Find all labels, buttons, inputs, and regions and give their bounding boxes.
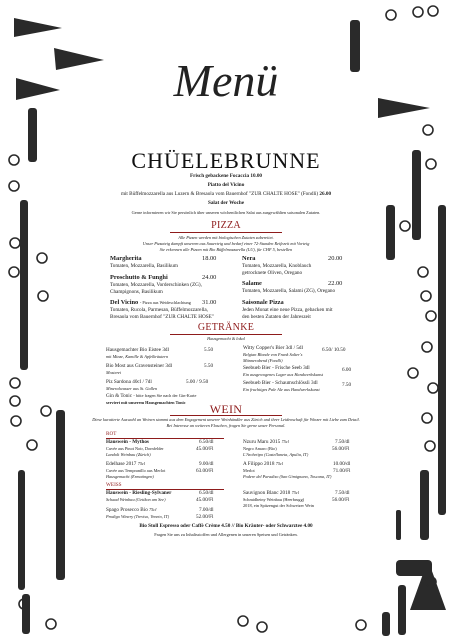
pizza-item-price: 24.00 <box>202 274 217 281</box>
pizza-item-desc: den besten Zutaten der Jahreszeit <box>242 314 311 320</box>
wine-item-desc: Prodigo Winery (Treviso, Veneto, IT) <box>106 514 170 519</box>
ink-circle-decoration <box>27 440 37 450</box>
pizza-item-desc: Tomaten, Mozzarella, Basilikum <box>110 263 178 269</box>
drink-item-name: Seebueb Bier - Frische Seeb 3dl <box>243 365 310 371</box>
starter-piatto: Piatto del Vicino <box>207 182 245 188</box>
wine-item-name: Hauswein - Riesling-Sylvaner <box>106 490 172 496</box>
pizza-item-name: Del Vicino - Pizza aus Weideschlachtung <box>110 299 191 306</box>
ink-stroke-decoration <box>18 470 25 590</box>
wine-item-price: 7.50/dl <box>335 439 350 445</box>
drinks-heading: GETRÄNKE <box>197 322 255 333</box>
coffee-tea-line: Bio Stoll Espresso oder Caffè Crème 4.50 // Bio Kräuter- oder Schwarztee 4.00 <box>139 523 313 529</box>
wine-section-weiss: WEISS <box>106 482 122 488</box>
ink-stroke-decoration <box>420 470 429 540</box>
pizza-item-name: Proschutto & Funghi <box>110 274 168 281</box>
wine-heading: WEIN <box>209 402 243 416</box>
wine-section-rot: ROT <box>106 431 117 437</box>
wine-item-price-bottle: 45.00/Fl <box>196 497 214 503</box>
ink-circle-decoration <box>238 616 248 626</box>
ink-circle-decoration <box>426 311 436 321</box>
ink-circle-decoration <box>356 620 366 630</box>
ink-circle-decoration <box>37 253 47 263</box>
wine-item-desc: Negro Amaro (Bio) <box>243 446 277 451</box>
ink-circle-decoration <box>257 622 267 632</box>
drink-item-desc: Männerabend (Fondli) <box>243 358 283 363</box>
wine-item-name: Spago Prosecco Bio 75cl <box>106 507 157 513</box>
drinks-subtitle: Hausgemacht & lokal <box>207 336 245 341</box>
pizza-item-name: Salame <box>242 280 262 287</box>
drink-item-name: Hausgemachter Bio Eistee 3dl <box>106 347 169 353</box>
ink-circle-decoration <box>413 7 423 17</box>
ink-stroke-decoration <box>56 410 65 580</box>
ink-circle-decoration <box>421 291 431 301</box>
ink-circle-decoration <box>425 441 435 451</box>
wine-item-desc: Podere del Paradiso (San Gimignano, Toscana, IT) <box>243 474 332 479</box>
ink-circle-decoration <box>422 342 432 352</box>
pizza-intro: Sie erkennen alle Pizzen mit Bio Büffelmozzarella (LU), für CHF 5, bestellen <box>159 247 293 252</box>
drink-item-desc: Mineralwasser aus St. Gallen <box>106 386 158 391</box>
wine-item-price-bottle: 71.00/Fl <box>333 468 351 474</box>
pizza-divider <box>170 232 282 233</box>
pizza-item-price: 20.00 <box>328 255 343 262</box>
drink-item-price: 6.00 <box>342 367 352 373</box>
wine-item-name: Sauvignon Blanc 2018 75cl <box>243 490 299 496</box>
ink-circle-decoration <box>408 368 418 378</box>
drink-item-name: Witty Copper's Bier 3dl / 5dl <box>243 345 303 351</box>
wine-item-desc: Landolt Weinbau (Zürich) <box>106 452 151 457</box>
ink-circle-decoration <box>38 291 48 301</box>
pizza-item-desc: Tomaten, Rucola, Parmesan, Büffelmozzarella, <box>110 307 208 313</box>
pizza-item-desc: Bresaola vom Bauernhof "ZUR CHALTE HOSE" <box>110 314 214 320</box>
drink-item-desc: mit Minze, Kamille & Apfelkräutern <box>106 354 169 359</box>
pizza-item-desc: Tomaten, Mozzarella, Knoblauch <box>242 263 312 269</box>
pizza-item-desc: Champignons, Basilikum <box>110 289 163 295</box>
pizza-item-price: 31.00 <box>202 299 217 306</box>
wine-item-name: Hauswein - Mythos <box>106 439 149 445</box>
restaurant-name: CHÜELEBRUNNE <box>131 148 321 173</box>
pizza-item-desc: getrocknete Oliven, Oregano <box>242 270 303 276</box>
wine-item-price: 6.50/dl <box>199 439 214 445</box>
drinks-divider <box>170 334 282 335</box>
drink-item-name: Bio Most aus Gravensteiner 3dl <box>106 363 172 369</box>
ink-circle-decoration <box>386 10 396 20</box>
wine-item-desc: L'Archetipo (Castellaneta, Apulia, IT) <box>243 452 309 457</box>
pizza-intro: Alle Pizzen werden mit biologischen Zutaten zubereitet. <box>178 235 274 240</box>
ink-triangle-decoration <box>14 18 62 37</box>
ink-circle-decoration <box>46 619 56 629</box>
ink-circle-decoration <box>9 267 19 277</box>
wine-intro: Diese kuratierte Auswahl an Weinen stammt aus dem Engagement unserer Weinhändler aus Zürich und ihrer Leidenschaft für Winzer mit Liebe zum Detail. <box>92 417 360 422</box>
wine-divider <box>170 415 282 416</box>
pizza-item-name: Margherita <box>110 255 142 262</box>
wine-item-price: 6.50/dl <box>199 490 214 496</box>
pizza-intro: Unser Pizzateig dampft unserem aus Sauerteig und bedarf einer 72-Stunden Reifezeit mit Vorteig <box>142 241 310 246</box>
salad-note: Gerne informieren wir Sie persönlich über unseren wöchentlichen Salat aus ausgewählten saisonalen Zutaten. <box>131 210 321 215</box>
drink-item-desc: Belgian Blonde von Frank Salter's <box>243 352 303 357</box>
ink-circle-decoration <box>423 125 433 135</box>
wine-intro: Bei Interesse an weiteren Flaschen, fragen Sie gerne unser Personal. <box>166 423 286 428</box>
wine-item-price-bottle: 52.00/Fl <box>196 514 214 520</box>
wine-item-name: Nzuru Maru 2015 75cl <box>243 439 289 445</box>
starter-piatto-desc: mit Büffelmozzarella aus Luzern & Bresaola vom Bauernhof "ZUR CHALTE HOSE" (Fondli) 26.00 <box>120 191 332 197</box>
pizza-item-desc: Jeden Monat eine neue Pizza, gebacken mit <box>242 307 333 313</box>
menu-title: Menü <box>173 55 279 106</box>
drink-item-price: 7.50 <box>342 382 352 388</box>
drink-item-name: Seebueb Bier - Schaumschlössli 3dl <box>243 380 318 386</box>
ink-circle-decoration <box>418 267 428 277</box>
wine-item-price-bottle: 45.00/Fl <box>196 446 214 452</box>
drink-item-name: Gin & Tonic - bitte fragen Sie nach der Gin-Karte <box>106 393 197 399</box>
pizza-item-name: Saisonale Pizza <box>242 299 284 306</box>
pizza-item-price: 18.00 <box>202 255 217 262</box>
drink-item-price: 5.00 / 9.50 <box>186 379 209 385</box>
wine-item-price: 7.50/dl <box>335 490 350 496</box>
pizza-item-price: 22.00 <box>328 280 343 287</box>
ink-circle-decoration <box>428 383 438 393</box>
allergen-note: Fragen Sie uns zu Inhaltsstoffen und Allergenen in unseren Speisen und Getränken. <box>154 532 298 537</box>
wine-item-price-bottle: 63.00/Fl <box>196 468 214 474</box>
ink-circle-decoration <box>10 378 20 388</box>
drink-item-desc: serviert mit unserem Hausgemachten Tonic <box>106 400 186 405</box>
wine-item-desc: Schaad Weinbau (Uetikon am See) <box>106 497 166 502</box>
pizza-heading: PIZZA <box>211 220 241 231</box>
wine-item-desc: Cuvée aus Pinot Noir, Dornfelder <box>106 446 164 451</box>
wine-item-desc: 2018, ein Spitzengut der Schweizer Wein <box>243 503 314 508</box>
drink-item-name: Piz Sardona 40cl / 7dl <box>106 379 152 385</box>
drink-item-desc: Ein fruchtiges Pale Ale aus Handwerkskunst <box>243 387 320 392</box>
drink-item-desc: Mosterei <box>106 370 122 375</box>
pizza-item-desc: Tomaten, Mozzarella, Salami (ZG), Oregano <box>242 288 336 294</box>
wine-item-price: 9.00/dl <box>199 461 214 467</box>
wine-item-price-bottle: 56.00/Fl <box>332 446 350 452</box>
pizza-item-name: Nera <box>242 255 256 262</box>
drink-item-price: 5.50 <box>204 363 214 369</box>
starter-salad: Salat der Woche <box>207 200 245 206</box>
wine-item-desc: Schmidheiny Weinbau (Heerbrugg) <box>243 497 305 502</box>
wine-item-price-bottle: 56.00/Fl <box>332 497 350 503</box>
drink-item-price: 6.50/ 10.50 <box>322 347 346 353</box>
wine-item-desc: Hausgemacht (Ermatingen) <box>106 474 154 479</box>
starter-focaccia: Frisch gebackene Focaccia 10.00 <box>189 173 263 179</box>
ink-stroke-decoration <box>398 585 406 635</box>
drink-item-price: 5.50 <box>204 347 214 353</box>
pizza-item-desc: Tomaten, Mozzarella, Vorderschinken (ZG), <box>110 282 202 288</box>
wine-item-name: Edelhase 2017 75cl <box>106 461 146 467</box>
drink-item-desc: Ein ausgewogenes Lager aus Handwerkskunst <box>243 372 323 377</box>
wine-item-price: 7.00/dl <box>199 507 214 513</box>
wine-item-desc: Merlot <box>243 468 255 473</box>
ink-circle-decoration <box>428 6 438 16</box>
wine-item-price: 10.00/dl <box>333 461 351 467</box>
wine-item-name: A Filippo 2018 75cl <box>243 461 284 467</box>
ink-stroke-decoration <box>382 612 390 636</box>
wine-item-desc: Cuvée aus Tempranillo aus Merlot <box>106 468 166 473</box>
